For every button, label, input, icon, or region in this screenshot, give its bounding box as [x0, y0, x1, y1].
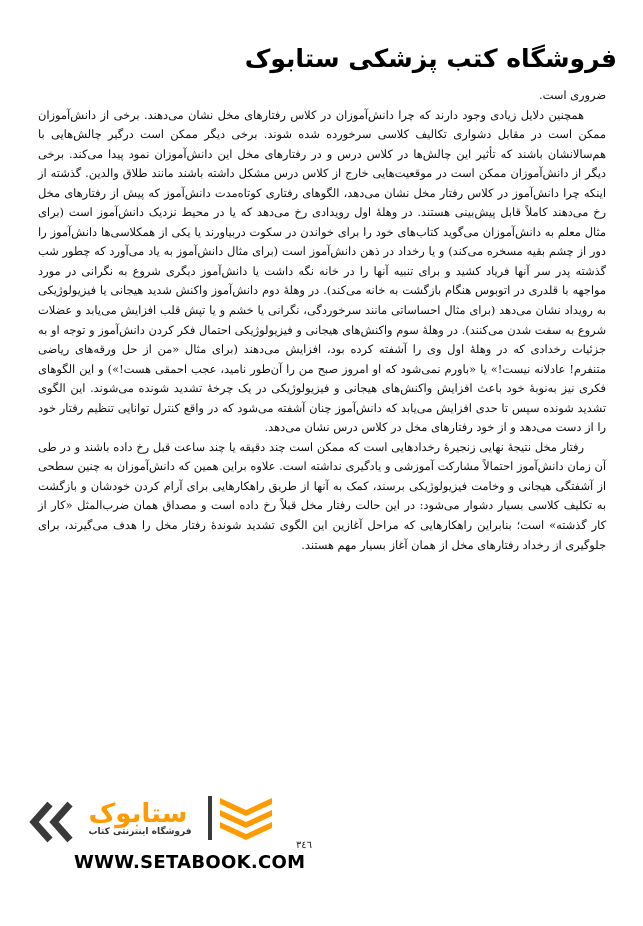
- chevron-arrows-icon: [26, 798, 78, 846]
- setabook-logo: [26, 798, 336, 846]
- paragraph: همچنین دلایل زیادی وجود دارند که چرا دانش‌آموزان در کلاس رفتارهای مخل نشان می‌دهند. برخی از دانش‌آموزان ممکن است در مقابل دشواری تکالیف کلاسی سرخورده شده شوند. برخی دیگر ممکن است درگیر چالش‌هایی با هم‌سالانشان باشند که تأثیر این چالش‌ها در کلاس درس و در رفتارهای مخل این دانش‌آموزان نمود پیدا می‌کند. برخی دیگر از دانش‌آموزان ممکن است در موقعیت‌هایی خارج از کلاس درس مشکل داشته باشند مانند طلاق والدین. گذشته از اینکه چرا دانش‌آموز در کلاس رفتار مخل نشان می‌دهد، الگوهای رفتاری کوتاه‌مدت دانش‌آموز که پیش از رفتارهای مخل رخ می‌دهند کاملاً قابل پیش‌بینی هستند. در وهلهٔ اول رویدادی رخ می‌دهد که یا در محیط نزدیک دانش‌آموز است (برای مثال معلم به دانش‌آموزان می‌گوید کتاب‌های خود را برای خواندن در سکوت دربیاورند یا یکی از همکلاسی‌ها دانش‌آموز را دور از چشم بقیه مسخره می‌کند) و یا رخداد در ذهن دانش‌آموز است (برای مثال دانش‌آموز به یاد می‌آورد که چطور شب گذشته پدر سر آنها فریاد کشید و برای تنبیه آنها را در خانه نگه داشت یا دانش‌آموز دیگری شروع به نگرانی در مورد مواجهه با قلدری در اتوبوس هنگام بازگشت به خانه می‌کند). در وهلهٔ دوم دانش‌آموز واکنش شدید هیجانی یا فیزیولوژیکی به رویداد نشان می‌دهد (برای مثال احساساتی مانند سرخوردگی، نگرانی یا خشم و یا تپش قلب افزایش می‌یابد و عضلات شروع به سفت شدن می‌کنند). در وهلهٔ سوم واکنش‌های هیجانی و فیزیولوژیکی احتمال فکر کردن دانش‌آموز و توجه او به جزئیات رخدادی که در وهلهٔ اول وی را آشفته کرده بود، افزایش می‌دهند (برای مثال «من از حل ورقه‌های ریاضی متنفرم! عادلانه نیست!» یا «باورم نمی‌شود که او امروز صبح من را آن‌طور نامید، عجب احمقی هست!») و این الگوهای فکری نیز به‌نوبهٔ خود باعث افزایش واکنش‌های هیجانی و فیزیولوژیکی در یک چرخهٔ تشدید شونده می‌شوند. این الگوی تشدید شونده سپس تا حدی افزایش می‌یابد که دانش‌آموز چنان آشفته می‌شود که در واقع کنترل توانایی تنظیم رفتار خود را از دست می‌دهد و از خود رفتارهای مخل در کلاس درس نشان می‌دهد.: [38, 107, 606, 435]
- book-stack-icon: [206, 792, 278, 844]
- store-title: فروشگاه کتب پزشکی ستابوک: [244, 44, 617, 73]
- paragraph: رفتار مخل نتیجهٔ نهایی زنجیرهٔ رخدادهایی است که ممکن است چند دقیقه یا چند ساعت قبل رخ داده باشند و در طی آن زمان دانش‌آموز احتمالاً مشارکت آموزشی و یادگیری نداشته است. علاوه براین همین که دانش‌آموزان به چنین سطحی از آشفتگی هیجانی و وخامت فیزیولوژیکی برسند، کمک به آنها از طریق راهکارهایی برای آرام کردن خودشان و بازگشت به تکلیف کلاسی بسیار دشوار می‌شود: در این حالت رفتار مخل قبلاً رخ داده است و مصداق همان ضرب‌المثل «کار از کار گذشته» است؛ بنابراین راهکارهایی که مراحل آغازین این الگوی تشدید شوندهٔ رفتار مخل را هدف می‌گیرند، برای جلوگیری از رخداد رفتارهای مخل از همان آغاز بسیار مهم هستند.: [38, 439, 606, 552]
- website-url[interactable]: WWW.SETABOOK.COM: [74, 852, 306, 873]
- logo-tagline: فروشگاه اینترنتی کتاب: [88, 827, 192, 837]
- page-body: [38, 86, 606, 555]
- logo-wordmark: ستابوک: [88, 799, 188, 829]
- page-number: ٣٤٦: [295, 840, 313, 851]
- paragraph: ضروری است.: [538, 88, 606, 102]
